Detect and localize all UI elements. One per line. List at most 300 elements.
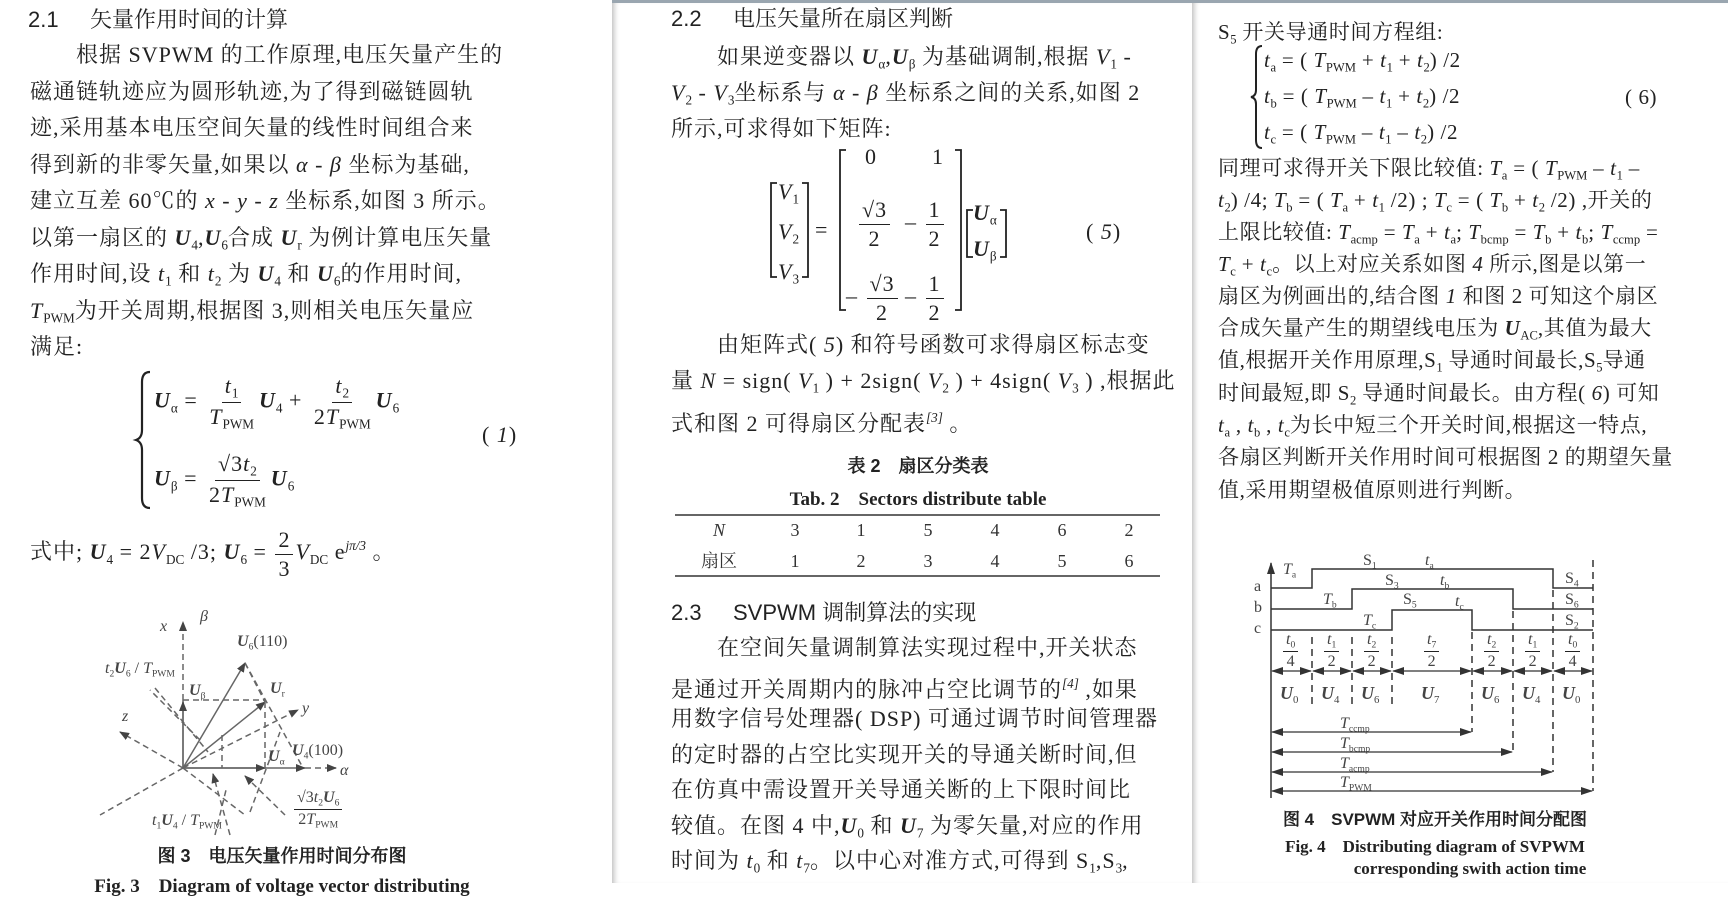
subscript: α	[989, 212, 997, 228]
superscript: jπ/3	[345, 538, 367, 553]
math-symbol: V	[713, 80, 728, 105]
text-run: 式中;	[30, 539, 90, 565]
text-run: 所示,图是以第一	[1483, 252, 1647, 276]
subscript: PWM	[43, 310, 75, 326]
text-run: ,	[1230, 413, 1248, 437]
math-symbol: V	[927, 368, 943, 393]
text-run: ,其值为最大	[1537, 316, 1652, 340]
math-symbol: t	[1417, 48, 1424, 72]
text-run: 导通	[1602, 348, 1646, 372]
subscript: 4	[106, 551, 114, 567]
text-run: 值,根据开关作用原理,S	[1218, 348, 1437, 372]
text-run: ) /2	[1429, 84, 1461, 108]
math-symbol: x - y - z	[205, 188, 279, 213]
math-symbol: U	[891, 44, 909, 69]
fig3-label-sqrt-fraction	[292, 788, 344, 832]
subscript: b	[1581, 232, 1589, 247]
paragraph-line	[671, 669, 1138, 705]
text-run: =	[1508, 220, 1533, 244]
text-run: 为开关周期,根据图 3,则相关电压矢量应	[74, 298, 475, 323]
section-heading-2-3	[671, 598, 976, 628]
paragraph-line	[30, 113, 474, 143]
math-symbol: U	[323, 789, 335, 806]
paragraph-line	[717, 330, 1150, 360]
text-run: 时间为	[671, 848, 747, 873]
text-run: S	[1565, 591, 1574, 608]
text-run: –	[1356, 84, 1380, 108]
text-run: =	[1377, 220, 1403, 244]
subscript: c	[1446, 200, 1452, 215]
text-run: –	[1622, 156, 1640, 180]
numerator	[926, 270, 944, 299]
text-run: =	[177, 465, 205, 491]
subscript: 0	[857, 825, 864, 841]
subscript: 1	[231, 385, 239, 401]
text-run: ,如果	[1078, 677, 1138, 703]
fig4-interval-fraction	[1523, 630, 1542, 672]
subscript: 1	[1385, 96, 1393, 111]
subscript: a	[1501, 168, 1508, 183]
subscript: 6	[334, 797, 340, 809]
math-symbol: U	[237, 633, 249, 650]
math-symbol: t	[1264, 48, 1271, 72]
denominator	[1284, 652, 1298, 672]
text-run: 2	[928, 299, 941, 325]
fraction	[206, 372, 257, 433]
subscript: 3	[727, 92, 735, 108]
fig4-caption-cn: 图 4 SVPWM 对应开关作用时间分配图	[1282, 810, 1588, 829]
fig4-label-tc	[1455, 593, 1464, 616]
subscript: 2	[1538, 200, 1545, 215]
subscript: a	[1429, 560, 1434, 572]
text-run: –	[1356, 120, 1379, 144]
text-run: 2	[1528, 653, 1537, 671]
text-run: –	[905, 283, 924, 309]
math-symbol: T	[1330, 188, 1343, 212]
subscript: r	[297, 237, 302, 253]
subscript: c	[1371, 620, 1377, 632]
subscript: a	[1450, 232, 1457, 247]
equation-6-number	[1625, 82, 1657, 112]
subscript: a	[1291, 569, 1297, 581]
subscript: c	[1270, 132, 1277, 147]
subscript: 2	[214, 273, 222, 289]
text-run: +	[282, 387, 309, 413]
subscript: 6	[1374, 693, 1380, 706]
fraction	[1525, 630, 1540, 672]
subscript: 4	[1573, 578, 1579, 590]
paragraph-line	[30, 296, 474, 334]
math-symbol: T	[1340, 755, 1349, 772]
math-symbol: T	[1489, 188, 1502, 212]
fraction	[1424, 630, 1439, 672]
fig4-label-Tb	[1323, 591, 1337, 614]
fig3-label-t1u4	[152, 812, 222, 835]
math-symbol: t	[1378, 120, 1386, 144]
text-run: ,S	[1095, 848, 1116, 873]
text-run: 建立互差 60℃的	[30, 188, 206, 213]
math-symbol: U	[154, 387, 171, 413]
denominator	[1526, 652, 1540, 672]
subscript: 1	[165, 273, 172, 289]
subscript: PWM	[151, 668, 175, 680]
numerator	[275, 526, 293, 555]
subscript: r	[281, 688, 285, 700]
text-run: 同理可求得开关下限比较值:	[1218, 156, 1490, 180]
numerator	[1424, 630, 1439, 652]
text-run: +	[1235, 252, 1261, 276]
text-run: 得到新的非零矢量,如果以	[30, 152, 297, 177]
section-title: SVPWM 调制算法的实现	[733, 600, 977, 625]
math-symbol: V	[1095, 44, 1111, 69]
text-run: 0	[865, 144, 877, 169]
text-run: =	[177, 387, 205, 413]
text-run: 为基础调制,根据	[915, 44, 1096, 69]
numerator	[222, 372, 242, 403]
math-symbol: U	[223, 539, 241, 565]
paragraph-line	[30, 332, 83, 362]
subscript: 1	[1110, 56, 1117, 72]
paragraph-line	[1218, 475, 1526, 505]
text-run: 的作用时间,	[340, 261, 462, 286]
text-run: S	[1565, 570, 1574, 587]
fig4-vector-label	[1421, 684, 1439, 709]
denominator	[295, 810, 341, 831]
text-run: 。以中心对准方式,可得到 S	[809, 848, 1090, 873]
denominator	[311, 403, 374, 433]
math-symbol: t	[1425, 552, 1430, 569]
math-symbol: t	[1372, 188, 1379, 212]
math-symbol: t	[1455, 593, 1460, 610]
text-run: √3	[869, 271, 895, 296]
fig3-label-y	[302, 700, 309, 718]
denominator	[866, 225, 884, 253]
text-run: 的定时器的占空比实现开关的导通关断时间,但	[671, 742, 1138, 767]
subscript: PWM	[1557, 168, 1588, 183]
math-symbol: T	[1340, 735, 1349, 752]
subscript: PWM	[198, 820, 222, 832]
text-run: /2) ;	[1384, 188, 1435, 212]
subscript: α	[279, 756, 285, 768]
math-symbol: t	[1260, 252, 1267, 276]
math-symbol: U	[1522, 683, 1535, 703]
subscript: bcmp	[1480, 232, 1509, 247]
table-cell: 6	[1124, 551, 1134, 571]
text-run: (100)	[308, 742, 344, 759]
subscript: 6	[248, 641, 254, 653]
denominator	[275, 555, 293, 583]
text-run: 为长中短三个开关时间,根据这一特点,	[1289, 413, 1648, 437]
text-run: S	[1363, 552, 1372, 569]
subscript: 0	[1572, 639, 1578, 651]
math-symbol: U	[973, 236, 990, 261]
fig4-label-tb	[1440, 572, 1449, 595]
subscript: 4	[172, 820, 178, 832]
math-symbol: t	[1379, 84, 1386, 108]
text-run: /2) ,开关的	[1545, 188, 1653, 212]
text-run: 2	[876, 299, 889, 325]
paragraph-line	[671, 846, 1129, 884]
text-run: e	[328, 539, 346, 565]
text-run: ) ,根据此	[1078, 368, 1176, 393]
text-run: -	[692, 80, 714, 105]
math-symbol: U	[861, 44, 879, 69]
fig4-interval-fraction	[1563, 630, 1582, 672]
text-run: 1	[928, 197, 941, 222]
text-run: )	[1112, 219, 1122, 244]
subscript: b	[1270, 96, 1277, 111]
math-symbol: t	[1327, 631, 1332, 648]
text-run: 2	[928, 225, 941, 251]
denominator	[206, 403, 257, 433]
equation-1-row-2	[154, 450, 294, 511]
numerator	[1283, 630, 1298, 652]
text-run: /	[130, 660, 144, 677]
text-run: 较值。在图 4 中,	[671, 813, 841, 838]
math-symbol: t	[1440, 572, 1445, 589]
denominator	[206, 481, 269, 511]
subscript: PWM	[339, 416, 371, 432]
fraction	[926, 196, 944, 252]
table-cell: 4	[990, 551, 1000, 571]
math-symbol: 1	[1445, 284, 1457, 308]
text-run: = sign(	[716, 368, 799, 393]
math-symbol: T	[1340, 774, 1349, 791]
subscript: 1	[156, 820, 162, 832]
table-cell: 6	[1057, 520, 1067, 540]
math-symbol: β	[200, 608, 208, 625]
equation-1-row-1	[154, 372, 399, 433]
denominator	[873, 299, 891, 327]
fig4-signal-label-c: c	[1254, 620, 1262, 637]
math-symbol: t	[1575, 220, 1582, 244]
math-symbol: U	[154, 465, 171, 491]
fig3-label-beta	[200, 608, 208, 626]
text-run: S	[1565, 612, 1574, 629]
math-symbol: V	[778, 259, 793, 284]
text-run: 4	[1568, 653, 1577, 671]
math-symbol: U	[161, 812, 173, 829]
math-symbol: T	[30, 298, 44, 323]
math-symbol: U	[840, 813, 858, 838]
math-symbol: t	[746, 848, 754, 873]
math-symbol: t	[1427, 631, 1432, 648]
text-run: = (	[1276, 120, 1314, 144]
text-run: 合成	[227, 225, 281, 250]
math-symbol: V	[1057, 368, 1073, 393]
text-run: 扇区为例画出的,结合图	[1218, 284, 1446, 308]
subscript: acmp	[1350, 232, 1378, 247]
table2-title-cn: 表 2 扇区分类表	[847, 456, 989, 476]
math-symbol: t	[243, 451, 251, 476]
subscript: PWM	[1325, 60, 1356, 75]
section-title: 电压矢量所在扇区判断	[733, 6, 954, 31]
subscript: 3	[1393, 580, 1399, 592]
math-symbol: t	[1247, 413, 1255, 437]
fig4-label-ta	[1425, 552, 1434, 575]
numerator	[1484, 630, 1499, 652]
paragraph-line	[671, 366, 1176, 404]
text-run: ) 可知	[1602, 381, 1660, 405]
math-symbol: T	[221, 482, 235, 508]
text-run: ( 6)	[1625, 85, 1658, 109]
text-run: ,	[198, 225, 205, 250]
text-run: ) /2	[1427, 120, 1459, 144]
paragraph-line	[30, 77, 474, 107]
text-run: 坐标为基础,	[341, 152, 470, 177]
math-symbol: U	[1321, 683, 1334, 703]
text-run: 磁通链轨迹应为圆形轨迹,为了得到磁链圆轨	[30, 79, 474, 104]
subscript: 2	[250, 463, 257, 479]
math-symbol: T	[143, 660, 152, 677]
math-symbol: U	[189, 682, 201, 699]
math-symbol: U	[316, 261, 334, 286]
text-run: ) /2	[1429, 48, 1461, 72]
math-symbol: U	[259, 387, 276, 413]
math-symbol: T	[209, 404, 223, 430]
text-run: 由矩阵式(	[717, 332, 824, 357]
matrix-lhs-entry	[778, 177, 799, 215]
subscript: α	[170, 400, 178, 416]
math-symbol: z	[122, 708, 129, 725]
denominator	[926, 299, 944, 327]
text-run: 值,采用期望极值原则进行判断。	[1218, 478, 1527, 502]
matrix-equals: =	[815, 217, 829, 242]
equation-6-row	[1264, 45, 1461, 82]
math-symbol: V	[671, 80, 686, 105]
math-symbol: 4	[1472, 252, 1484, 276]
fig4-signal-label-a: a	[1254, 578, 1262, 595]
subscript: β	[170, 478, 178, 494]
text-run: 2	[868, 225, 881, 251]
text-run: 开关导通时间方程组:	[1236, 20, 1444, 44]
math-symbol: T	[1323, 591, 1332, 608]
fraction	[294, 788, 342, 832]
subscript: AC	[1520, 328, 1538, 343]
text-run: 2	[1327, 653, 1336, 671]
numerator	[215, 450, 260, 481]
math-symbol: U	[89, 539, 107, 565]
math-symbol: U	[1481, 683, 1494, 703]
subscript: 2	[109, 668, 115, 680]
subscript: 4	[1535, 693, 1541, 706]
fig3-caption-cn: 图 3 电压矢量作用时间分布图	[157, 846, 407, 866]
text-run: 2	[278, 527, 291, 553]
subscript: 6	[240, 551, 248, 567]
text-run: 时间最短,即 S	[1218, 381, 1350, 405]
math-symbol: t	[1367, 631, 1372, 648]
subscript: 1	[1378, 200, 1385, 215]
text-run: = (	[1276, 48, 1314, 72]
subscript: a	[1414, 232, 1420, 247]
matrix-rhs-entry	[973, 198, 997, 236]
table-cell: 5	[1057, 551, 1067, 571]
subscript: 4	[1334, 693, 1340, 706]
text-run: +	[1508, 188, 1533, 212]
fig3-label-t2u6	[105, 660, 175, 683]
subscript: 6	[221, 237, 228, 253]
text-run: ;	[1588, 220, 1601, 244]
text-run: = (	[1276, 84, 1315, 108]
text-run: 1	[928, 271, 941, 296]
subscript: 1	[1386, 60, 1393, 75]
math-symbol: T	[1313, 48, 1326, 72]
subscript: 7	[916, 825, 924, 841]
fig4-label-S3	[1385, 572, 1399, 595]
text-run: ) + 2sign(	[819, 368, 928, 393]
fraction	[1283, 630, 1298, 672]
math-symbol: U	[268, 748, 280, 765]
subscript: 4	[275, 400, 283, 416]
text-run: 合成矢量产生的期望线电压为	[1218, 316, 1505, 340]
math-symbol: t	[1487, 631, 1492, 648]
math-symbol: U	[204, 225, 222, 250]
math-symbol: T	[306, 811, 316, 829]
text-run: 。以上对应关系如图	[1272, 252, 1473, 276]
subscript: 6	[125, 668, 131, 680]
text-run: –	[1587, 156, 1611, 180]
subscript: 6	[333, 273, 341, 289]
subscript: c	[1230, 264, 1236, 279]
text-run: 。	[942, 411, 973, 437]
table-cell: 1	[856, 520, 866, 540]
text-run: +	[1392, 48, 1418, 72]
math-symbol: 1	[496, 422, 509, 447]
text-run: 2	[1487, 653, 1496, 671]
numerator	[332, 372, 352, 403]
subscript: PWM	[1326, 96, 1357, 111]
subscript: 5	[1596, 360, 1603, 375]
text-run: 以第一扇区的	[30, 225, 175, 250]
math-symbol: T	[1434, 188, 1447, 212]
text-run: )	[508, 422, 518, 447]
text-run: = (	[1292, 188, 1331, 212]
math-symbol: T	[1314, 84, 1327, 108]
fig4-vector-label	[1280, 684, 1298, 709]
matrix-rhs-entry	[973, 234, 997, 272]
fig4-interval-fraction	[1281, 630, 1300, 672]
math-symbol: T	[1600, 220, 1613, 244]
subscript: PWM	[222, 416, 254, 432]
paragraph-line	[671, 403, 972, 439]
text-run: 如果逆变器以	[717, 44, 862, 69]
subscript: b	[1444, 580, 1450, 592]
fraction	[1484, 630, 1499, 672]
text-run: –	[846, 283, 865, 309]
paragraph-line	[671, 704, 1158, 734]
text-run: –	[905, 209, 924, 235]
math-symbol: y	[302, 700, 310, 717]
fig4-caption-en-2: corresponding swith action time	[1353, 859, 1587, 878]
fig4-label-S1	[1363, 552, 1377, 575]
text-run: 2	[298, 811, 307, 829]
subscript: β	[908, 56, 916, 72]
text-run: = (	[1451, 188, 1490, 212]
subscript: 0	[753, 860, 761, 876]
text-run: +	[1551, 220, 1576, 244]
paragraph-line	[671, 811, 1144, 849]
math-symbol: t	[1264, 120, 1271, 144]
subscript: PWM	[315, 819, 339, 831]
subscript: 4	[274, 273, 281, 289]
text-run: 。	[366, 539, 396, 565]
text-run: 上限比较值:	[1218, 220, 1339, 244]
subscript: 1	[1616, 168, 1623, 183]
text-run: S	[1385, 572, 1394, 589]
subscript: c	[1284, 425, 1290, 440]
fig4-span-TPWM	[1340, 774, 1372, 797]
text-run: √3	[862, 197, 888, 222]
